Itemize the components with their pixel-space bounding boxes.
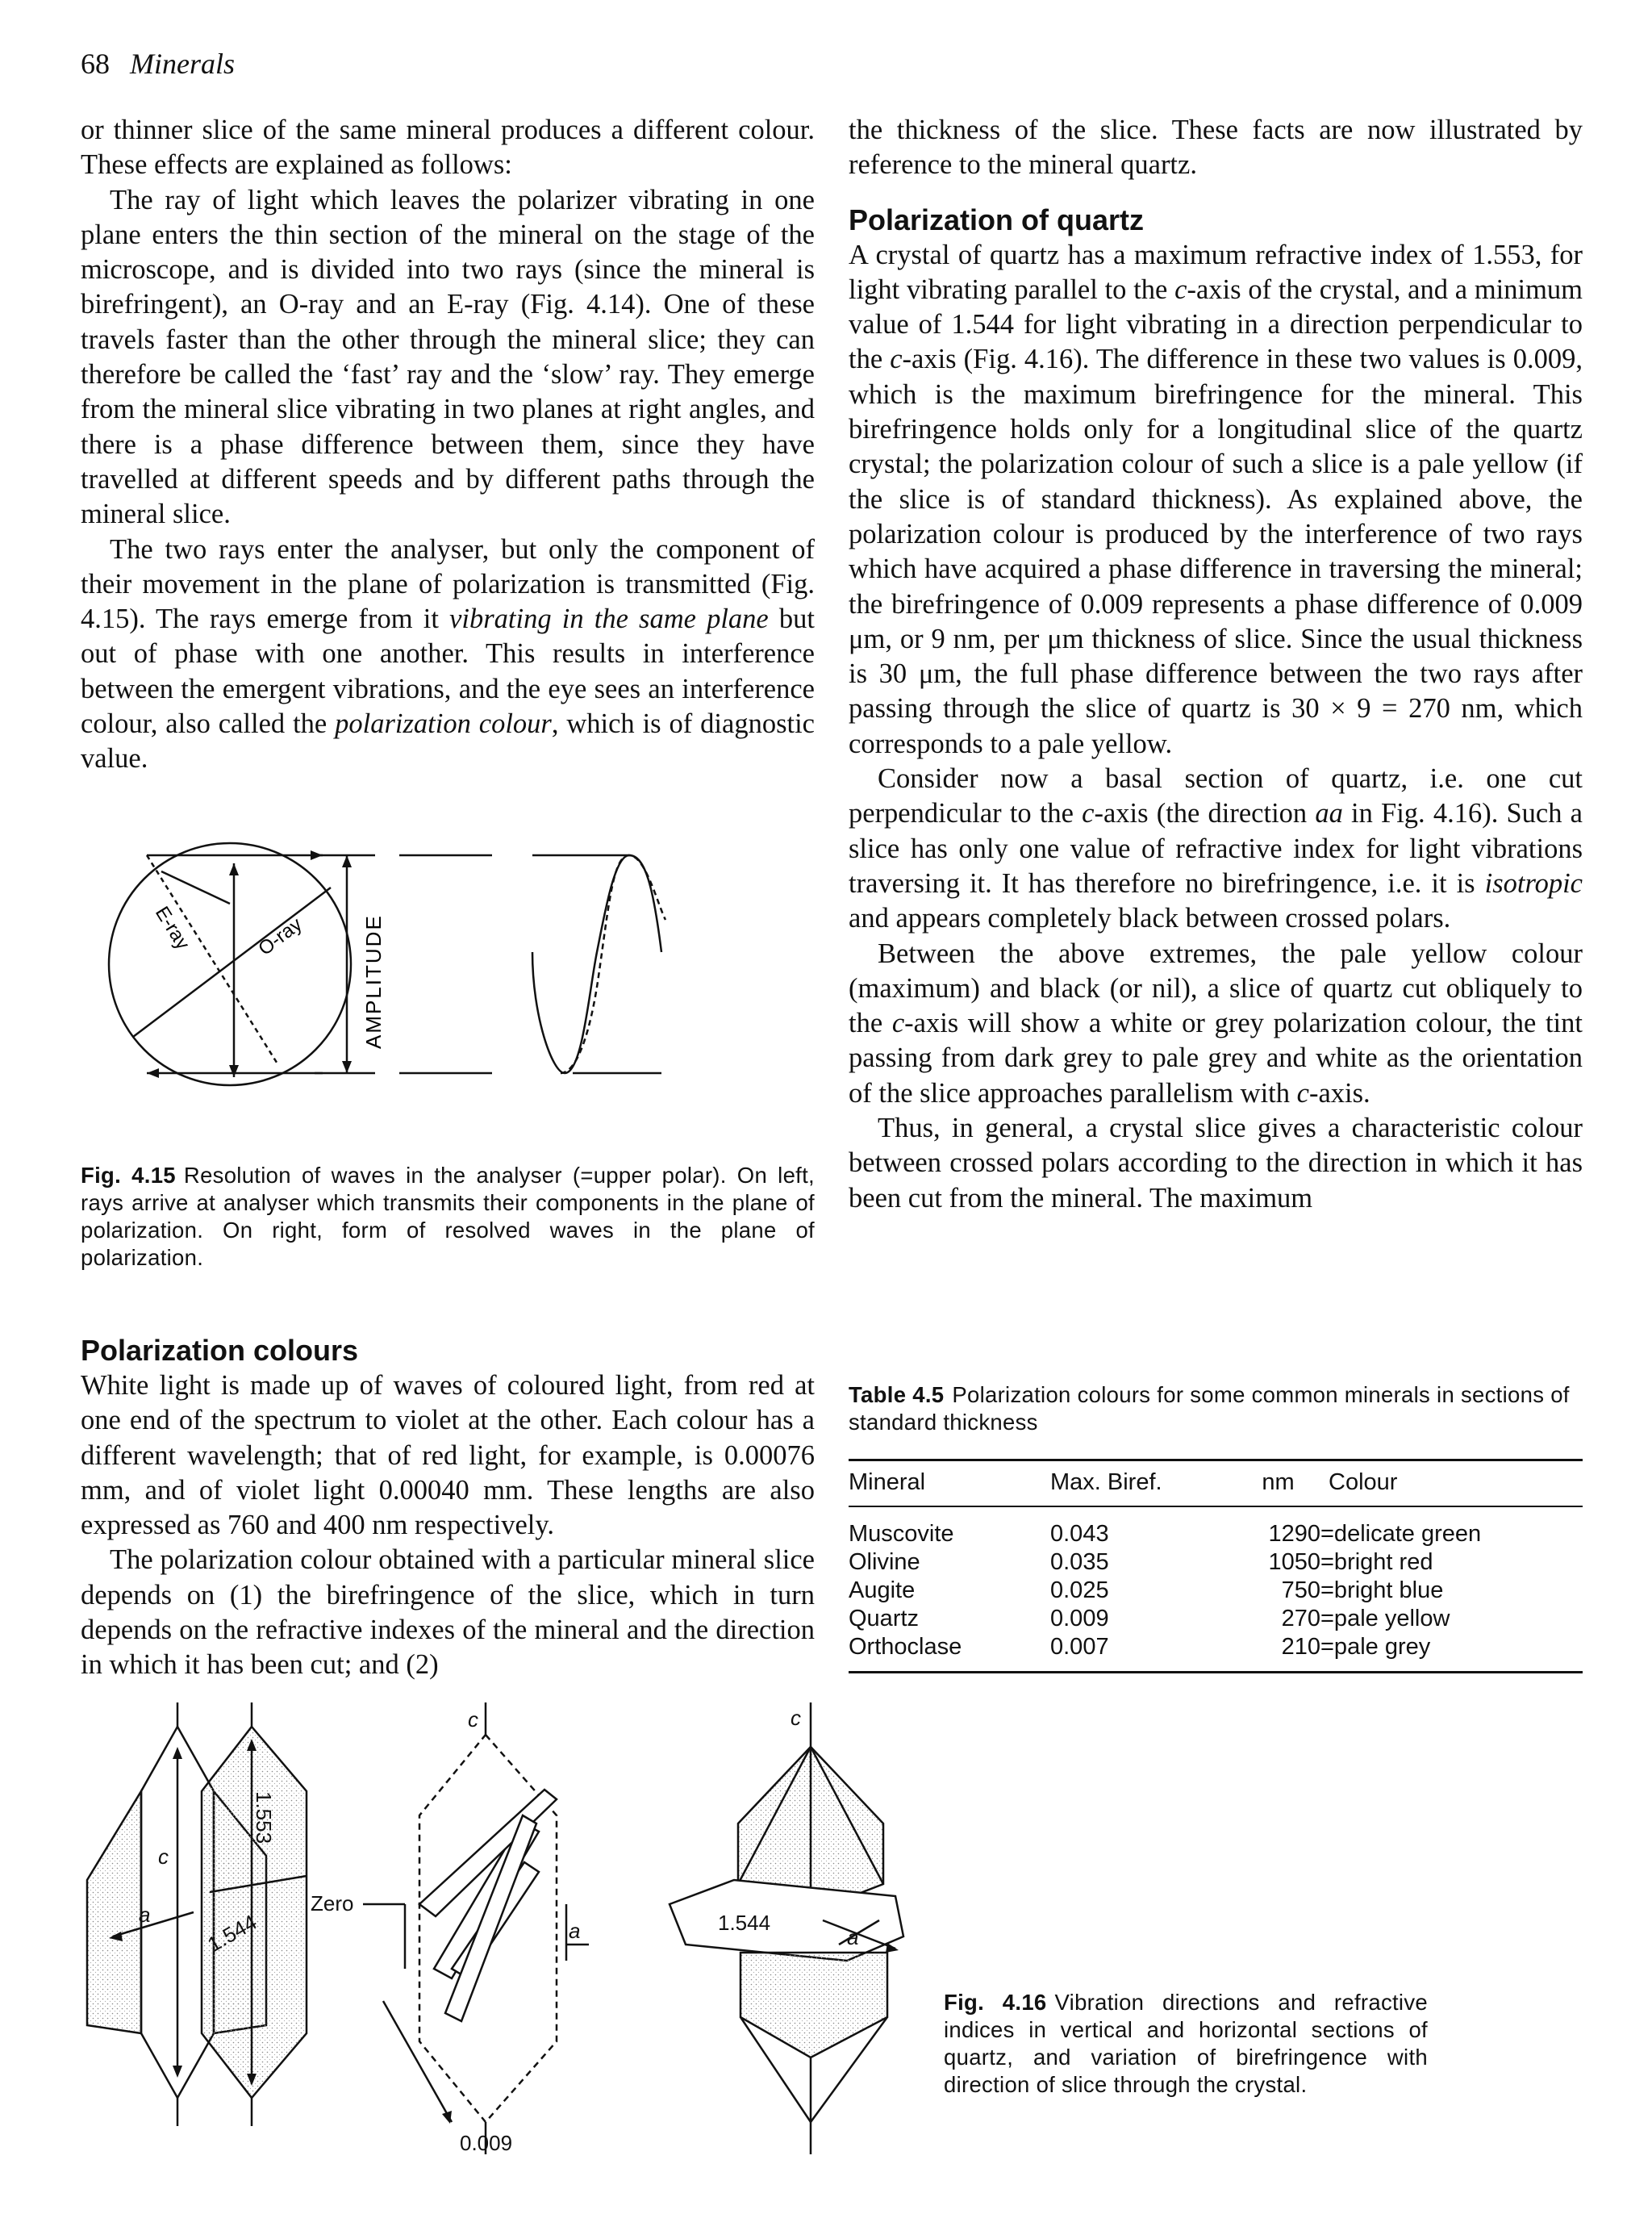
- table-cell: =pale yellow: [1320, 1606, 1450, 1631]
- caption-label: Fig. 4.16: [944, 1990, 1047, 2015]
- column-header: Colour: [1320, 1460, 1583, 1507]
- emphasis: polarization colour: [335, 708, 552, 740]
- column-header: Mineral: [849, 1460, 1050, 1507]
- e-ray-line: [147, 855, 278, 1065]
- caption-text: Vibration directions and refractive indices in vertical and horizontal sections of quartz, and variation of birefringence with direction of slice through the crystal.: [944, 1990, 1428, 2097]
- table-cell: =bright blue: [1320, 1577, 1444, 1603]
- table-cell: 0.043: [1050, 1521, 1109, 1547]
- table-cell: =pale grey: [1320, 1633, 1583, 1673]
- right-paragraph-3: [849, 762, 1583, 936]
- section-title: Minerals: [130, 48, 235, 80]
- birefringence-value: 0.009: [460, 2131, 513, 2154]
- table-cell: Augite: [849, 1577, 916, 1603]
- e-ray-label: E-ray: [150, 902, 194, 954]
- table-row: [849, 1506, 1583, 1548]
- right-paragraph-1: the thickness of the slice. These facts are now illustrated by reference to the mineral quartz.: [849, 115, 1583, 181]
- table-cell: =bright red: [1320, 1549, 1433, 1575]
- birefringence-arrow: [383, 2001, 452, 2122]
- table-cell: 1290: [1268, 1521, 1320, 1547]
- emphasis: vibrating in the same plane: [449, 604, 769, 635]
- text-run: -axis.: [1308, 1077, 1370, 1109]
- a-axis-label-2: a: [569, 1919, 581, 1943]
- text-run: , which is of diagnostic value.: [81, 708, 815, 775]
- page-number: 68: [81, 48, 110, 80]
- table-4-5: [849, 1459, 1583, 1673]
- heading-polarization-colours: Polarization colours: [81, 1334, 359, 1367]
- value-1544-basal: 1.544: [718, 1911, 771, 1935]
- basal-section-crystal: [670, 1702, 903, 2154]
- a-axis-label-3: a: [847, 1925, 859, 1949]
- right-paragraph-2: [849, 238, 1583, 762]
- text-run: Consider now a basal section of quartz, i.e. one cut perpendicular to the: [849, 763, 1583, 829]
- table-cell: 1050: [1268, 1549, 1320, 1575]
- table-row: [849, 1605, 1583, 1633]
- table-header-row: [849, 1460, 1583, 1507]
- left-column-lower: [81, 1333, 815, 1683]
- figure-4-15-caption: [81, 1162, 815, 1272]
- figure-4-16-caption: [944, 1989, 1428, 2099]
- c-axis-label-2: c: [468, 1707, 478, 1732]
- emphasis: isotropic: [1484, 867, 1583, 899]
- left-paragraph-2: The ray of light which leaves the polarizer vibrating in one plane enters the thin section of the mineral on the stage of the microscope, and is divided into two rays (since the mineral is birefringent), an O-ray and an E-ray (Fig. 4.14). One of these travels faster than the other through the mineral slice; they can therefore be called the ‘fast’ ray and the ‘slow’ ray. They emerge from the mineral slice vibrating in two planes at right angles, and there is a phase difference between them, since they have travelled at different speeds and by different paths through the mineral slice.: [81, 184, 815, 530]
- vertical-section-crystal: [87, 1702, 307, 2126]
- heading-polarization-of-quartz: Polarization of quartz: [849, 203, 1145, 236]
- table-cell: =delicate green: [1320, 1521, 1482, 1547]
- table-title-text: Polarization colours for some common minerals in sections of standard thickness: [849, 1382, 1570, 1435]
- a-axis-label-1: a: [139, 1903, 151, 1927]
- text-run: in Fig. 4.16). Such a slice has only one value of refractive index for light vibrations traversing it. It has therefore no birefringence, i.e. it is: [849, 798, 1583, 899]
- text-run: but out of phase with one another. This results in interference between the emergent vibrations, and the eye sees an interference colour, also called the: [81, 604, 815, 740]
- text-run: and appears completely black between crossed polars.: [849, 903, 1451, 934]
- figure-4-15: [81, 831, 815, 1105]
- left-paragraph-5: The polarization colour obtained with a particular mineral slice depends on (1) the birefringence of the slice, which in turn depends on the refractive indexes of the mineral and the direction in which it has been cut; and (2): [81, 1544, 815, 1681]
- running-head: [81, 47, 235, 81]
- text-run: -axis (the direction: [1094, 798, 1316, 829]
- left-paragraph-1: or thinner slice of the same mineral produces a different colour. These effects are explained as follows:: [81, 115, 815, 181]
- emphasis: c: [1296, 1077, 1309, 1109]
- table-cell: 0.007: [1050, 1633, 1236, 1673]
- column-header: Max. Biref.: [1050, 1460, 1236, 1507]
- text-run: A crystal of quartz has a maximum refractive index of 1.553, for light vibrating parallel to the: [849, 239, 1583, 305]
- table-label: Table 4.5: [849, 1382, 945, 1407]
- emphasis: aa: [1315, 798, 1343, 829]
- table-cell: 0.009: [1050, 1606, 1109, 1631]
- left-column: [81, 113, 815, 777]
- table-row: [849, 1548, 1583, 1577]
- emphasis: c: [891, 1008, 905, 1039]
- left-paragraph-3: [81, 533, 815, 777]
- caption-label: Fig. 4.15: [81, 1163, 176, 1188]
- table-cell: Quartz: [849, 1606, 920, 1631]
- upper-diagonal: [161, 871, 230, 904]
- right-column: [849, 113, 1583, 1216]
- value-1544-vertical: 1.544: [203, 1909, 261, 1957]
- table-cell: Muscovite: [849, 1521, 954, 1547]
- c-axis-label-3: c: [791, 1706, 801, 1730]
- table-row: [849, 1633, 1583, 1673]
- oblique-slice-crystal: [363, 1702, 589, 2154]
- table-cell: 210: [1236, 1633, 1320, 1673]
- table-cell: 0.035: [1050, 1549, 1109, 1575]
- text-run: The two rays enter the analyser, but only the component of their movement in the plane of polarization is transmitted (Fig. 4.15). The rays emerge from it: [81, 533, 815, 635]
- table-cell: Orthoclase: [849, 1633, 1050, 1673]
- zero-label: Zero: [311, 1891, 354, 1915]
- emphasis: c: [1082, 798, 1095, 829]
- text-run: -axis (Fig. 4.16). The difference in these two values is 0.009, which is the maximum birefringence for the mineral. This birefringence holds only for a longitudinal slice of the quartz crystal; the polarization colour of such a slice is a pale yellow (if the slice is of standard thickness). As explained above, the polarization colour is produced by the interference of two rays which have acquired a phase difference in traversing the mineral; the birefringence of 0.009 represents a phase difference of 0.009 μm, or 9 nm, per μm thickness of slice. Since the usual thickness is 30 μm, the full phase difference between the two rays after passing through the slice of quartz is 30 × 9 = 270 nm, which corresponds to a pale yellow.: [849, 344, 1583, 759]
- caption-text: Resolution of waves in the analyser (=upper polar). On left, rays arrive at analyser which transmits their components in the plane of polarization. On right, form of resolved waves in the plane of polarization.: [81, 1163, 815, 1270]
- right-paragraph-5: Thus, in general, a crystal slice gives a characteristic colour between crossed polars according to the direction in which it has been cut from the mineral. The maximum: [849, 1113, 1583, 1214]
- table-row: [849, 1577, 1583, 1605]
- table-cell: 0.025: [1050, 1577, 1109, 1603]
- o-ray-label: O-ray: [254, 913, 307, 960]
- value-1553: 1.553: [252, 1791, 276, 1844]
- c-axis-label-1: c: [158, 1844, 169, 1869]
- left-paragraph-4: White light is made up of waves of coloured light, from red at one end of the spectrum to violet at the other. Each colour has a different wavelength; that of red light, for example, is 0.00076 mm, and of violet light 0.00040 mm. These lengths are also expressed as 760 and 400 nm respectively.: [81, 1370, 815, 1541]
- right-paragraph-4: [849, 937, 1583, 1111]
- text-run: Between the above extremes, the pale yellow colour (maximum) and black (or nil), a slice of quartz cut obliquely to the: [849, 938, 1583, 1039]
- emphasis: c: [1174, 274, 1187, 305]
- text-run: -axis of the crystal, and a minimum value of 1.544 for light vibrating in a direction perpendicular to the: [849, 274, 1583, 375]
- resolved-wave-solid: [532, 855, 661, 1073]
- emphasis: c: [890, 344, 903, 375]
- table-4-5-title: [849, 1381, 1583, 1436]
- column-header: nm: [1236, 1460, 1320, 1507]
- table-cell: 750: [1281, 1577, 1320, 1603]
- table-cell: 270: [1281, 1606, 1320, 1631]
- text-run: -axis will show a white or grey polarization colour, the tint passing from dark grey to pale grey and white as the orientation of the slice approaches parallelism with: [849, 1008, 1583, 1109]
- table-cell: Olivine: [849, 1549, 920, 1575]
- figure-4-16: [73, 1702, 928, 2154]
- amplitude-label: AMPLITUDE: [361, 914, 386, 1049]
